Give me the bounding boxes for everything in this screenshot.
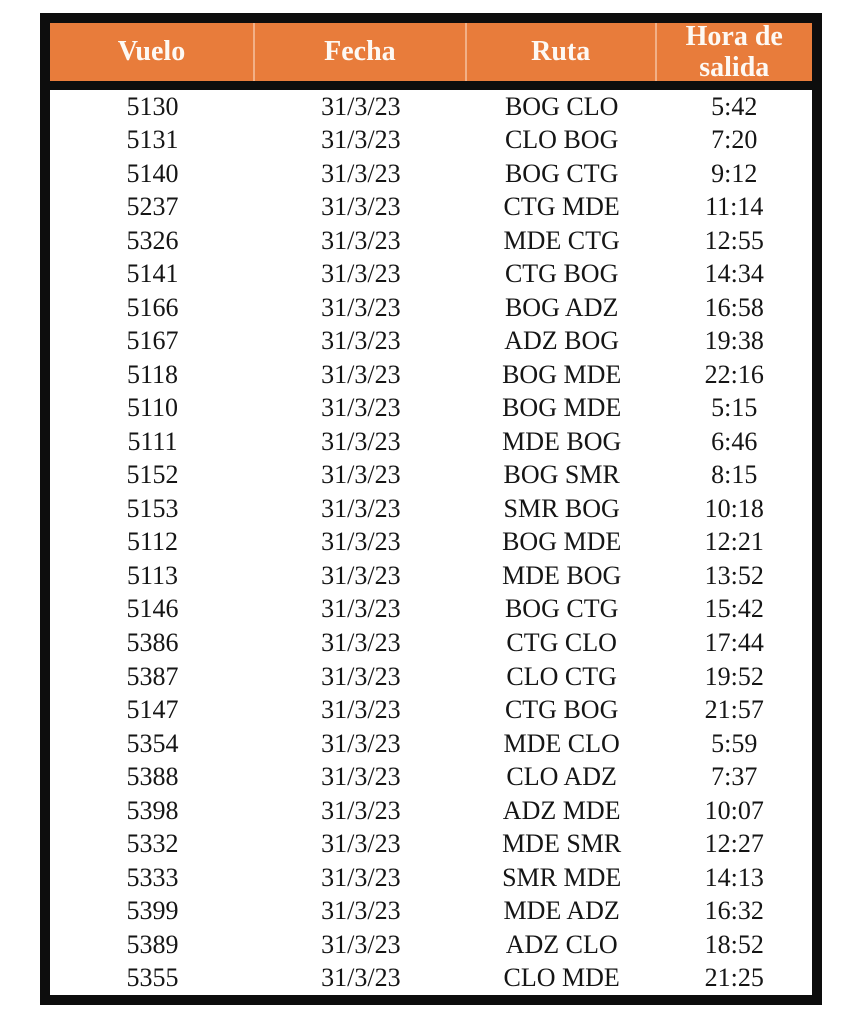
table-row <box>50 358 812 392</box>
cell-ruta: MDE BOG <box>502 426 622 456</box>
cell-ruta: CLO BOG <box>504 125 619 155</box>
cell-ruta: MDE ADZ <box>503 896 620 926</box>
cell-ruta: CTG CLO <box>506 628 617 657</box>
cell-fecha: 31/3/23 <box>321 125 401 155</box>
cell-hora-de-salida: 14:34 <box>704 259 764 289</box>
cell-hora-de-salida: 10:07 <box>704 795 764 825</box>
cell-vuelo: 5388 <box>126 762 179 792</box>
flight-schedule-table <box>40 13 822 1005</box>
cell-vuelo: 5118 <box>126 359 178 389</box>
column-header-vuelo <box>50 23 255 81</box>
cell-hora-de-salida: 11:14 <box>705 192 764 222</box>
cell-hora-de-salida: 6:46 <box>711 426 758 456</box>
cell-hora-de-salida: 16:58 <box>704 292 764 322</box>
table-body <box>50 90 812 995</box>
cell-vuelo: 5111 <box>127 426 178 456</box>
table-row <box>50 894 812 928</box>
cell-ruta: BOG MDE <box>502 527 622 557</box>
cell-fecha: 31/3/23 <box>321 695 401 725</box>
table-row <box>50 593 812 627</box>
cell-ruta: ADZ CLO <box>505 929 618 959</box>
table-row <box>50 325 812 359</box>
column-header-hora-de-salida <box>657 20 812 83</box>
table-row <box>50 827 812 861</box>
table-row <box>50 459 812 493</box>
column-header-ruta-label: Ruta <box>531 36 591 68</box>
cell-fecha: 31/3/23 <box>321 862 401 892</box>
cell-vuelo: 5389 <box>126 929 179 959</box>
cell-hora-de-salida: 18:52 <box>704 929 764 959</box>
cell-hora-de-salida: 8:15 <box>711 460 758 490</box>
table-row <box>50 124 812 158</box>
cell-vuelo: 5131 <box>126 125 179 155</box>
table-row <box>50 559 812 593</box>
cell-ruta: BOG SMR <box>503 460 620 490</box>
cell-vuelo: 5152 <box>126 460 179 490</box>
table-row <box>50 760 812 794</box>
cell-vuelo: 5167 <box>126 326 179 356</box>
cell-hora-de-salida: 22:16 <box>704 359 764 389</box>
column-header-vuelo-label: Vuelo <box>117 36 186 68</box>
cell-vuelo: 5147 <box>126 695 179 725</box>
cell-hora-de-salida: 15:42 <box>704 594 764 624</box>
cell-hora-de-salida: 5:59 <box>711 728 758 758</box>
cell-fecha: 31/3/23 <box>321 225 401 255</box>
cell-fecha: 31/3/23 <box>321 326 401 356</box>
cell-vuelo: 5146 <box>126 594 179 624</box>
cell-ruta: SMR MDE <box>502 862 622 892</box>
cell-vuelo: 5153 <box>126 493 179 523</box>
cell-vuelo: 5110 <box>126 393 178 423</box>
cell-hora-de-salida: 7:37 <box>711 762 758 792</box>
cell-fecha: 31/3/23 <box>321 158 401 188</box>
cell-vuelo: 5333 <box>126 862 179 892</box>
cell-ruta: CTG MDE <box>503 192 620 222</box>
cell-vuelo: 5140 <box>126 158 179 188</box>
cell-vuelo: 5386 <box>126 628 179 657</box>
cell-vuelo: 5399 <box>126 896 179 926</box>
cell-ruta: CLO CTG <box>506 661 617 691</box>
cell-vuelo: 5237 <box>126 192 179 222</box>
cell-vuelo: 5355 <box>126 963 179 993</box>
cell-ruta: BOG CTG <box>504 594 619 624</box>
table-row <box>50 492 812 526</box>
cell-hora-de-salida: 19:38 <box>704 326 764 356</box>
cell-fecha: 31/3/23 <box>321 628 401 657</box>
cell-hora-de-salida: 7:20 <box>711 125 758 155</box>
cell-hora-de-salida: 12:55 <box>704 225 764 255</box>
column-header-hora-de-salida-label: Hora de salida <box>685 20 783 83</box>
cell-fecha: 31/3/23 <box>321 460 401 490</box>
cell-ruta: BOG MDE <box>502 393 622 423</box>
cell-ruta: CTG BOG <box>504 695 619 725</box>
cell-vuelo: 5398 <box>126 795 179 825</box>
table-row <box>50 90 812 124</box>
cell-hora-de-salida: 21:57 <box>704 695 764 725</box>
cell-ruta: MDE SMR <box>502 829 622 859</box>
table-row <box>50 224 812 258</box>
cell-hora-de-salida: 9:12 <box>711 158 758 188</box>
cell-fecha: 31/3/23 <box>321 527 401 557</box>
cell-fecha: 31/3/23 <box>321 192 401 222</box>
cell-vuelo: 5332 <box>126 829 179 859</box>
cell-vuelo: 5387 <box>126 661 179 691</box>
column-header-fecha-label: Fecha <box>324 36 396 68</box>
cell-ruta: ADZ MDE <box>502 795 621 825</box>
cell-fecha: 31/3/23 <box>321 829 401 859</box>
table-row <box>50 425 812 459</box>
cell-fecha: 31/3/23 <box>321 91 401 121</box>
cell-hora-de-salida: 5:15 <box>711 393 758 423</box>
cell-ruta: MDE BOG <box>502 560 622 590</box>
table-row <box>50 191 812 225</box>
cell-fecha: 31/3/23 <box>321 728 401 758</box>
table-row <box>50 526 812 560</box>
cell-hora-de-salida: 16:32 <box>704 896 764 926</box>
table-row <box>50 693 812 727</box>
cell-hora-de-salida: 13:52 <box>704 560 764 590</box>
cell-fecha: 31/3/23 <box>321 661 401 691</box>
cell-ruta: CLO MDE <box>503 963 620 993</box>
table-row <box>50 291 812 325</box>
table-row <box>50 392 812 426</box>
cell-vuelo: 5166 <box>126 292 179 322</box>
cell-ruta: BOG ADZ <box>504 292 619 322</box>
table-header-row <box>50 20 812 90</box>
cell-fecha: 31/3/23 <box>321 393 401 423</box>
cell-ruta: BOG MDE <box>502 359 622 389</box>
cell-vuelo: 5113 <box>126 560 178 590</box>
cell-ruta: SMR BOG <box>503 493 620 523</box>
cell-vuelo: 5326 <box>126 225 179 255</box>
cell-ruta: ADZ BOG <box>504 326 620 356</box>
cell-fecha: 31/3/23 <box>321 896 401 926</box>
cell-hora-de-salida: 10:18 <box>704 493 764 523</box>
table-row <box>50 660 812 694</box>
cell-ruta: CTG BOG <box>504 259 619 289</box>
cell-fecha: 31/3/23 <box>321 795 401 825</box>
cell-fecha: 31/3/23 <box>321 259 401 289</box>
cell-vuelo: 5112 <box>126 527 178 557</box>
table-row <box>50 861 812 895</box>
cell-fecha: 31/3/23 <box>321 426 401 456</box>
cell-hora-de-salida: 5:42 <box>711 91 758 121</box>
column-header-fecha <box>255 23 467 81</box>
table-row <box>50 727 812 761</box>
table-row <box>50 961 812 995</box>
cell-vuelo: 5130 <box>126 91 179 121</box>
cell-hora-de-salida: 21:25 <box>704 963 764 993</box>
cell-fecha: 31/3/23 <box>321 292 401 322</box>
cell-ruta: CLO ADZ <box>506 762 617 792</box>
cell-ruta: MDE CTG <box>503 225 620 255</box>
cell-fecha: 31/3/23 <box>321 359 401 389</box>
cell-hora-de-salida: 12:21 <box>704 527 764 557</box>
cell-hora-de-salida: 14:13 <box>704 862 764 892</box>
cell-fecha: 31/3/23 <box>321 963 401 993</box>
cell-fecha: 31/3/23 <box>321 762 401 792</box>
table-row <box>50 928 812 962</box>
cell-vuelo: 5141 <box>126 259 179 289</box>
cell-vuelo: 5354 <box>126 728 179 758</box>
column-header-ruta <box>467 23 657 81</box>
cell-ruta: MDE CLO <box>503 728 620 758</box>
cell-fecha: 31/3/23 <box>321 929 401 959</box>
cell-hora-de-salida: 17:44 <box>704 628 764 657</box>
cell-ruta: BOG CTG <box>504 158 619 188</box>
cell-hora-de-salida: 19:52 <box>704 661 764 691</box>
cell-fecha: 31/3/23 <box>321 560 401 590</box>
table-row <box>50 258 812 292</box>
cell-ruta: BOG CLO <box>504 91 619 121</box>
cell-fecha: 31/3/23 <box>321 493 401 523</box>
table-row <box>50 794 812 828</box>
table-row <box>50 626 812 660</box>
cell-hora-de-salida: 12:27 <box>704 829 764 859</box>
cell-fecha: 31/3/23 <box>321 594 401 624</box>
table-row <box>50 157 812 191</box>
